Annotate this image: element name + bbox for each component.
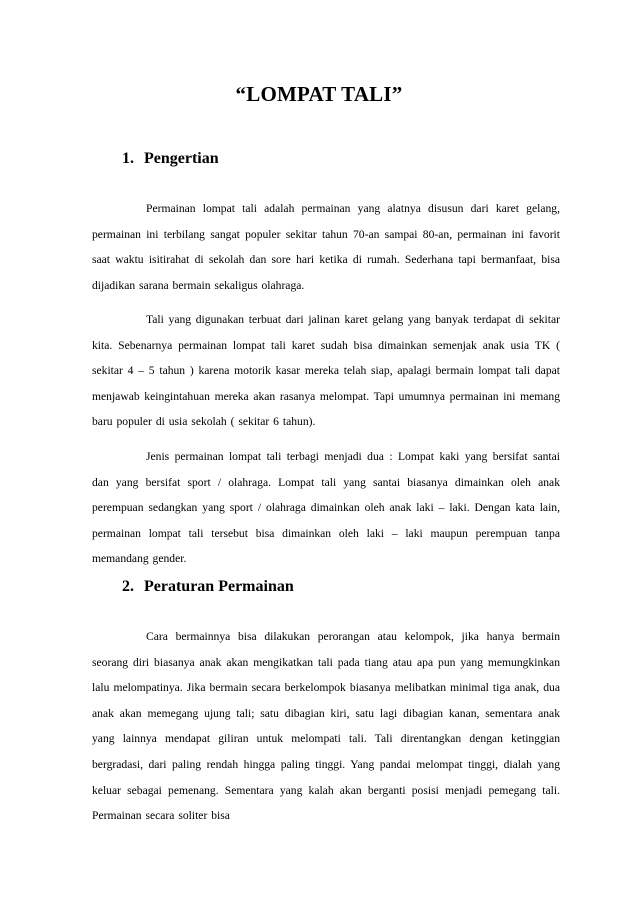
- document-title: “LOMPAT TALI”: [235, 82, 403, 106]
- paragraph-pengertian-3: Jenis permainan lompat tali terbagi menjadi dua : Lompat kaki yang bersifat santai dan yang bersifat sport / olahraga. Lompat tali yang santai biasanya dimainkan oleh anak perempuan sedangkan yang sport / olahraga dimainkan oleh anak laki – laki. Dengan kata lain, permainan lompat tali tersebut bisa dimainkan oleh laki – laki maupun perempuan tanpa memandang gender.: [92, 450, 560, 566]
- paragraph-pengertian-1: Permainan lompat tali adalah permainan yang alatnya disusun dari karet gelang, permainan ini terbilang sangat populer sekitar tahun 70-an sampai 80-an, permainan ini favorit saat waktu isitirahat di sekolah dan sore hari ketika di rumah. Sederhana tapi bermanfaat, bisa dijadikan sarana bermain sekaligus olahraga.: [92, 202, 560, 292]
- paragraph-pengertian-2: Tali yang digunakan terbuat dari jalinan karet gelang yang banyak terdapat di sekitar kita. Sebenarnya permainan lompat tali karet sudah bisa dimainkan semenjak anak usia TK ( sekitar 4 – 5 tahun ) karena motorik kasar mereka telah siap, apalagi bermain lompat tali dapat menjawab keingintahuan mereka akan rasanya melompat. Tapi umumnya permainan ini memang baru populer di usia sekolah ( sekitar 6 tahun).: [92, 313, 560, 429]
- section-heading-pengertian: [122, 150, 219, 168]
- paragraph-peraturan-1: Cara bermainnya bisa dilakukan perorangan atau kelompok, jika hanya bermain seorang diri biasanya anak akan mengikatkan tali pada tiang atau apa pun yang memungkinkan lalu melompatinya. Jika bermain secara berkelompok biasanya melibatkan minimal tiga anak, dua anak akan memegang ujung tali; satu dibagian kiri, satu lagi dibagian kanan, sementara anak yang lainnya mendapat giliran untuk melompati tali. Tali direntangkan dengan ketinggian bergradasi, dari paling rendah hingga paling tinggi. Yang pandai melompat tinggi, dialah yang keluar sebagai pemenang. Sementara yang kalah akan berganti posisi menjadi pemegang tali. Permainan secara soliter bisa: [92, 630, 560, 823]
- section-heading-peraturan-permainan: [122, 578, 294, 596]
- section-heading-text: Pengertian: [144, 150, 219, 167]
- section-number: 2.: [122, 578, 134, 595]
- section-heading-text: Peraturan Permainan: [144, 578, 294, 595]
- section-number: 1.: [122, 150, 134, 167]
